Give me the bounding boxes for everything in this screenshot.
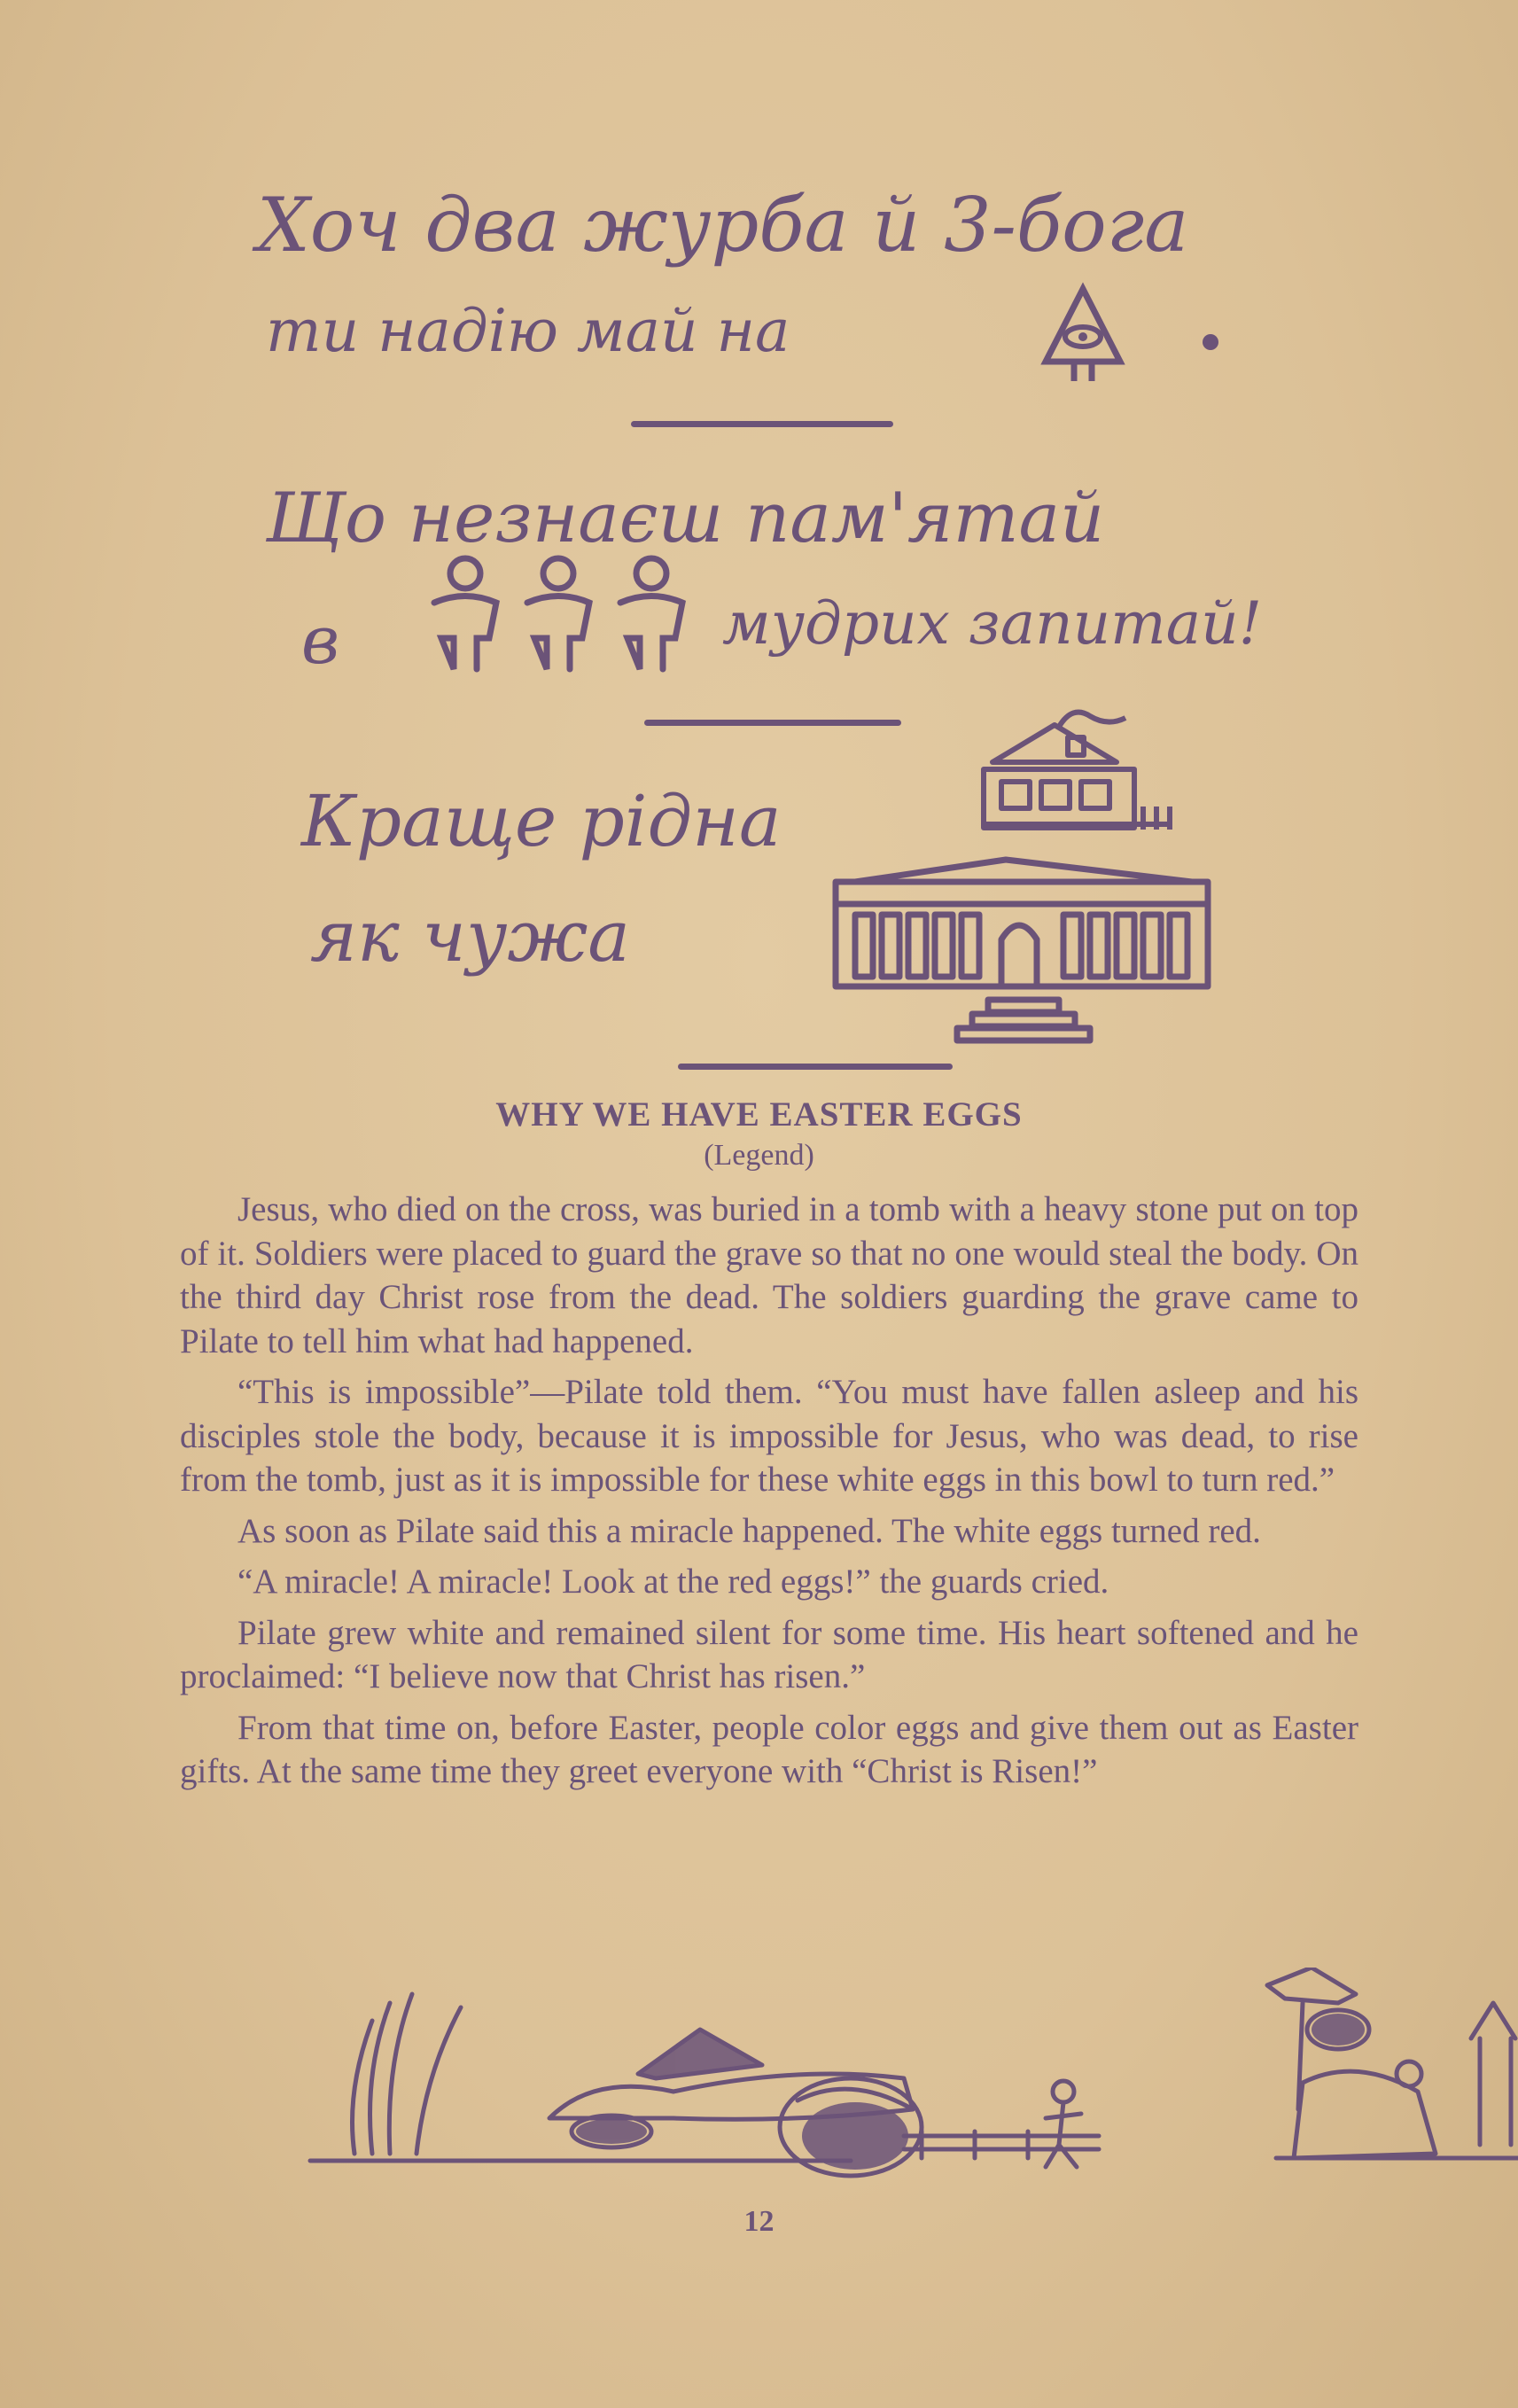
paragraph-6: From that time on, before Easter, people color eggs and give them out as Easter gifts. At the same time they greet everyone with “Christ is Risen!” bbox=[180, 1708, 1358, 1790]
paragraph-3: As soon as Pilate said this a miracle happened. The white eggs turned red. bbox=[237, 1511, 1261, 1550]
three-people-icon bbox=[416, 554, 709, 678]
proverb-line-1: Хоч два журба й 3-бога bbox=[257, 182, 1189, 269]
proverb-line-4b: мудрих запитай! bbox=[722, 589, 1263, 658]
cottage-icon bbox=[975, 700, 1187, 842]
divider-rule-2 bbox=[644, 720, 901, 726]
manor-house-icon bbox=[820, 842, 1227, 1046]
paragraph-5: Pilate grew white and remained silent for some time. His heart softened and he proclaimed: “I believe now that Christ has risen.” bbox=[180, 1613, 1358, 1695]
article-title: WHY WE HAVE EASTER EGGS bbox=[495, 1095, 1023, 1134]
proverb-line-2: ти надію май на bbox=[266, 297, 790, 365]
divider-rule-3 bbox=[678, 1064, 953, 1070]
page-number: 12 bbox=[743, 2205, 775, 2238]
proverb-line-5: Краще рідна bbox=[301, 780, 782, 862]
proverb-line-3: Що незнаєш пам'ятай bbox=[266, 479, 1105, 558]
proverb-line-6: як чужа bbox=[310, 895, 630, 978]
divider-rule-1 bbox=[631, 421, 893, 427]
article-subtitle: (Legend) bbox=[704, 1139, 814, 1172]
village-illustration bbox=[301, 1968, 1518, 2180]
paragraph-4: “A miracle! A miracle! Look at the red eggs!” the guards cried. bbox=[237, 1562, 1109, 1601]
eye-of-providence-icon bbox=[1039, 282, 1127, 388]
article-body bbox=[180, 1188, 1358, 1801]
paragraph-2: “This is impossible”—Pilate told them. “You must have fallen asleep and his disciples stole the body, because it is impossible for Jesus, who was dead, to rise from the tomb, just as it is impossible for these white eggs in this bowl to turn red.” bbox=[180, 1373, 1358, 1499]
period-dot-icon bbox=[1201, 332, 1220, 352]
proverb-line-4a: в bbox=[301, 603, 340, 679]
paragraph-1: Jesus, who died on the cross, was buried in a tomb with a heavy stone put on top of it. Soldiers were placed to guard the grave so that no one would steal the body. On the third day Christ rose from the dead. The soldiers guarding the grave came to Pilate to tell him what had happened. bbox=[180, 1190, 1358, 1360]
